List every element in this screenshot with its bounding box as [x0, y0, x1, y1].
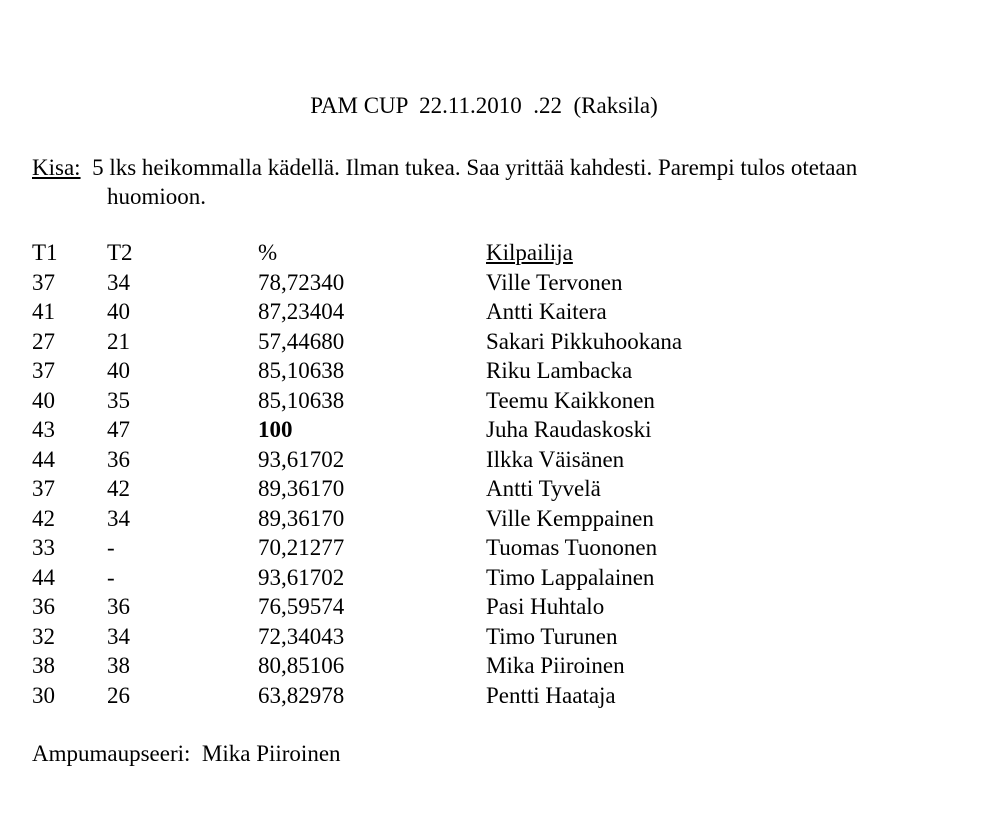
table-row: [32, 566, 732, 596]
table-header-row: [32, 241, 732, 271]
table-row: [32, 359, 732, 389]
cell-t1: 41: [32, 299, 55, 324]
table-row: [32, 330, 732, 360]
cell-percent-top-score: 100: [258, 417, 293, 442]
range-officer: Ampumaupseeri: Mika Piiroinen: [32, 741, 341, 766]
header-t1: T1: [32, 240, 58, 265]
table-row: [32, 271, 732, 301]
cell-t1: 44: [32, 564, 55, 590]
table-row: [32, 507, 732, 537]
cell-t2: -: [107, 564, 115, 590]
cell-t1: 36: [32, 594, 55, 619]
rules-label: Kisa:: [32, 155, 81, 180]
cell-percent: 76,59574: [258, 594, 345, 619]
cell-t2: -: [107, 535, 115, 560]
cell-t1: 33: [32, 535, 55, 560]
cell-t2: 40: [107, 358, 130, 383]
cell-percent: 78,72340: [258, 269, 345, 295]
cell-competitor: Ville Kemppainen: [486, 505, 654, 531]
cell-percent: 57,44680: [258, 328, 345, 354]
rules-text-1: 5 lks heikommalla kädellä. Ilman tukea. Saa yrittää kahdesti. Parempi tulos otetaan: [80, 155, 858, 180]
cell-t2: 47: [107, 417, 130, 442]
competition-rules: [32, 153, 967, 211]
cell-t2: 42: [107, 476, 130, 501]
cell-percent: 93,61702: [258, 564, 345, 590]
cell-t1: 37: [32, 358, 55, 383]
cell-t1: 40: [32, 387, 55, 413]
cell-t2: 26: [107, 682, 130, 708]
cell-percent: 85,10638: [258, 387, 345, 413]
cell-t1: 38: [32, 653, 55, 678]
table-row: [32, 389, 732, 419]
cell-percent: 85,10638: [258, 358, 345, 383]
cell-competitor: Timo Turunen: [486, 623, 618, 649]
cell-competitor: Mika Piiroinen: [486, 653, 625, 678]
cell-t1: 43: [32, 417, 55, 442]
cell-competitor: Timo Lappalainen: [486, 564, 655, 590]
cell-t1: 37: [32, 269, 55, 295]
cell-percent: 93,61702: [258, 446, 345, 472]
cell-t1: 44: [32, 446, 55, 472]
cell-competitor: Antti Tyvelä: [486, 476, 601, 501]
cell-percent: 80,85106: [258, 653, 345, 678]
cell-competitor: Ilkka Väisänen: [486, 446, 625, 472]
cell-t1: 30: [32, 682, 55, 708]
cell-competitor: Pasi Huhtalo: [486, 594, 605, 619]
cell-t2: 40: [107, 299, 130, 324]
table-row: [32, 418, 732, 448]
table-row: [32, 448, 732, 478]
table-row: [32, 625, 732, 655]
cell-competitor: Pentti Haataja: [486, 682, 616, 708]
cell-percent: 87,23404: [258, 299, 345, 324]
cell-percent: 70,21277: [258, 535, 345, 560]
cell-competitor: Teemu Kaikkonen: [486, 387, 655, 413]
cell-t2: 36: [107, 594, 130, 619]
cell-t1: 42: [32, 505, 55, 531]
cell-percent: 72,34043: [258, 623, 345, 649]
cell-t2: 38: [107, 653, 130, 678]
table-row: [32, 300, 732, 330]
cell-t2: 21: [107, 328, 130, 354]
cell-percent: 63,82978: [258, 682, 345, 708]
header-competitor: Kilpailija: [486, 240, 573, 265]
table-row: [32, 536, 732, 566]
table-row: [32, 684, 732, 714]
cell-t2: 36: [107, 446, 130, 472]
cell-competitor: Riku Lambacka: [486, 358, 633, 383]
cell-t2: 34: [107, 623, 130, 649]
document-title: PAM CUP 22.11.2010 .22 (Raksila): [310, 93, 658, 118]
rules-line-2: huomioon.: [107, 184, 207, 209]
cell-t1: 27: [32, 328, 55, 354]
cell-t1: 32: [32, 623, 55, 649]
rules-line-1: [32, 153, 967, 182]
table-row: [32, 654, 732, 684]
table-row: [32, 477, 732, 507]
cell-t1: 37: [32, 476, 55, 501]
header-t2: T2: [107, 240, 133, 265]
cell-competitor: Sakari Pikkuhookana: [486, 328, 683, 354]
cell-competitor: Antti Kaitera: [486, 299, 607, 324]
cell-percent: 89,36170: [258, 505, 345, 531]
cell-t2: 34: [107, 505, 130, 531]
cell-competitor: Juha Raudaskoski: [486, 417, 652, 442]
cell-competitor: Ville Tervonen: [486, 269, 623, 295]
header-percent: %: [258, 240, 278, 265]
cell-t2: 34: [107, 269, 130, 295]
cell-competitor: Tuomas Tuononen: [486, 535, 658, 560]
cell-percent: 89,36170: [258, 476, 345, 501]
table-row: [32, 595, 732, 625]
cell-t2: 35: [107, 387, 130, 413]
results-table: [32, 241, 732, 713]
